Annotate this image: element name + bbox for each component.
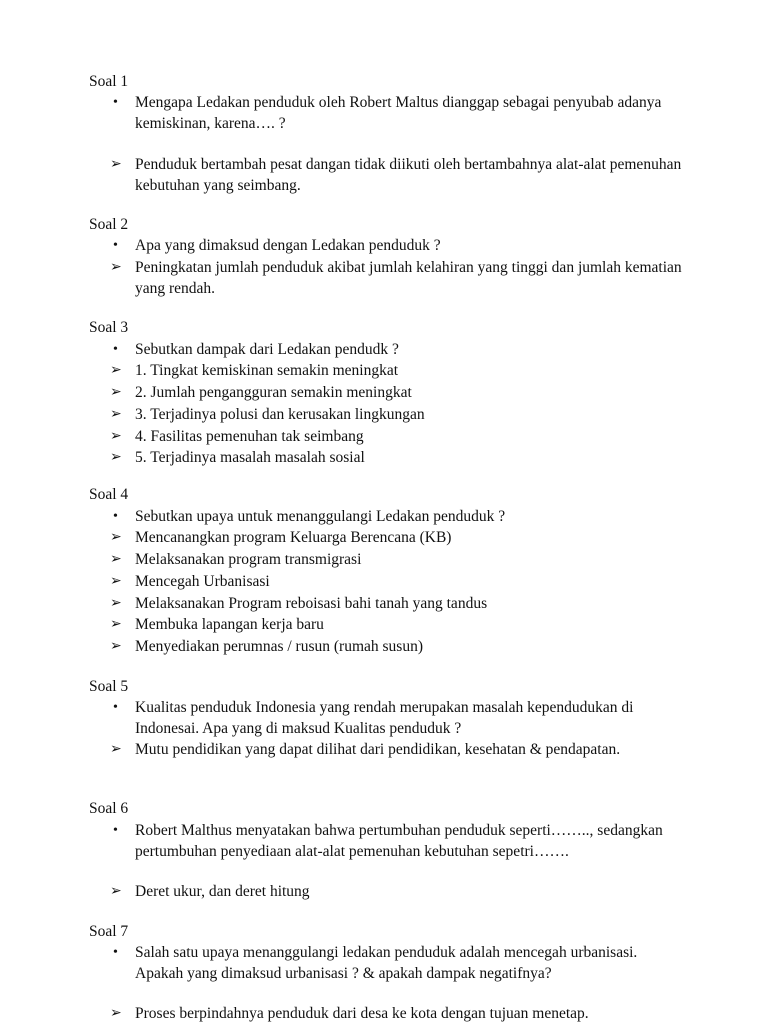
- question-text: Sebutkan dampak dari Ledakan pendudk ?: [135, 341, 399, 358]
- bullet-marker: •: [113, 238, 118, 253]
- arrow-bullet-icon: ➢: [110, 530, 122, 545]
- answer-text: Proses berpindahnya penduduk dari desa ke kota dengan tujuan menetap.: [135, 1005, 589, 1022]
- arrow-bullet-icon: ➢: [110, 157, 122, 172]
- question-text: Mengapa Ledakan penduduk oleh Robert Maltus dianggap sebagai penyubab adanya kemiskinan, karena…. ?: [135, 94, 662, 132]
- answer-text: Membuka lapangan kerja baru: [135, 616, 324, 633]
- answer-text: Deret ukur, dan deret hitung: [135, 883, 310, 900]
- arrow-bullet-icon: ➢: [110, 596, 122, 611]
- arrow-bullet-icon: ➢: [110, 574, 122, 589]
- soal-2-title: Soal 2: [89, 216, 129, 233]
- answer-text: Peningkatan jumlah penduduk akibat jumlah kelahiran yang tinggi dan jumlah kematian yang rendah.: [135, 259, 682, 297]
- answer-text: Mencegah Urbanisasi: [135, 573, 270, 590]
- arrow-bullet-icon: ➢: [110, 742, 122, 757]
- arrow-bullet-icon: ➢: [110, 884, 122, 899]
- answer-text: Melaksanakan program transmigrasi: [135, 551, 362, 568]
- arrow-bullet-icon: ➢: [110, 552, 122, 567]
- bullet-marker: •: [113, 342, 118, 357]
- soal-6-title: Soal 6: [89, 800, 129, 817]
- answer-text: 4. Fasilitas pemenuhan tak seimbang: [135, 428, 364, 445]
- arrow-bullet-icon: ➢: [110, 429, 122, 444]
- bullet-marker: •: [113, 509, 118, 524]
- arrow-bullet-icon: ➢: [110, 407, 122, 422]
- arrow-bullet-icon: ➢: [110, 1006, 122, 1021]
- question-text: Kualitas penduduk Indonesia yang rendah merupakan masalah kependudukan di Indonesai. Apa yang di maksud Kualitas penduduk ?: [135, 699, 634, 737]
- arrow-bullet-icon: ➢: [110, 617, 122, 632]
- answer-text: Mutu pendidikan yang dapat dilihat dari pendidikan, kesehatan & pendapatan.: [135, 741, 621, 758]
- arrow-bullet-icon: ➢: [110, 639, 122, 654]
- question-text: Sebutkan upaya untuk menanggulangi Ledakan penduduk ?: [135, 508, 506, 525]
- bullet-marker: •: [113, 700, 118, 715]
- soal-4-title: Soal 4: [89, 486, 129, 503]
- question-text: Salah satu upaya menanggulangi ledakan penduduk adalah mencegah urbanisasi. Apakah yang dimaksud urbanisasi ? & apakah dampak negatifnya?: [135, 944, 638, 982]
- bullet-marker: •: [113, 823, 118, 838]
- answer-text: Mencanangkan program Keluarga Berencana (KB): [135, 529, 452, 546]
- answer-text: 1. Tingkat kemiskinan semakin meningkat: [135, 362, 399, 379]
- answer-text: 3. Terjadinya polusi dan kerusakan lingkungan: [135, 406, 425, 423]
- answer-text: Menyediakan perumnas / rusun (rumah susun): [135, 638, 423, 655]
- answer-text: 5. Terjadinya masalah masalah sosial: [135, 449, 365, 466]
- answer-text: Melaksanakan Program reboisasi bahi tanah yang tandus: [135, 595, 488, 612]
- bullet-marker: •: [113, 945, 118, 960]
- arrow-bullet-icon: ➢: [110, 363, 122, 378]
- answer-text: Penduduk bertambah pesat dangan tidak diikuti oleh bertambahnya alat-alat pemenuhan kebutuhan yang seimbang.: [135, 156, 682, 194]
- soal-1-title: Soal 1: [89, 73, 129, 90]
- arrow-bullet-icon: ➢: [110, 260, 122, 275]
- question-text: Apa yang dimaksud dengan Ledakan penduduk ?: [135, 237, 441, 254]
- question-text: Robert Malthus menyatakan bahwa pertumbuhan penduduk seperti…….., sedangkan pertumbuhan penyediaan alat-alat pemenuhan kebutuhan sepetri…….: [135, 822, 663, 860]
- arrow-bullet-icon: ➢: [110, 450, 122, 465]
- soal-5-title: Soal 5: [89, 678, 129, 695]
- arrow-bullet-icon: ➢: [110, 385, 122, 400]
- soal-7-title: Soal 7: [89, 923, 129, 940]
- answer-text: 2. Jumlah pengangguran semakin meningkat: [135, 384, 412, 401]
- soal-3-title: Soal 3: [89, 319, 129, 336]
- bullet-marker: •: [113, 95, 118, 110]
